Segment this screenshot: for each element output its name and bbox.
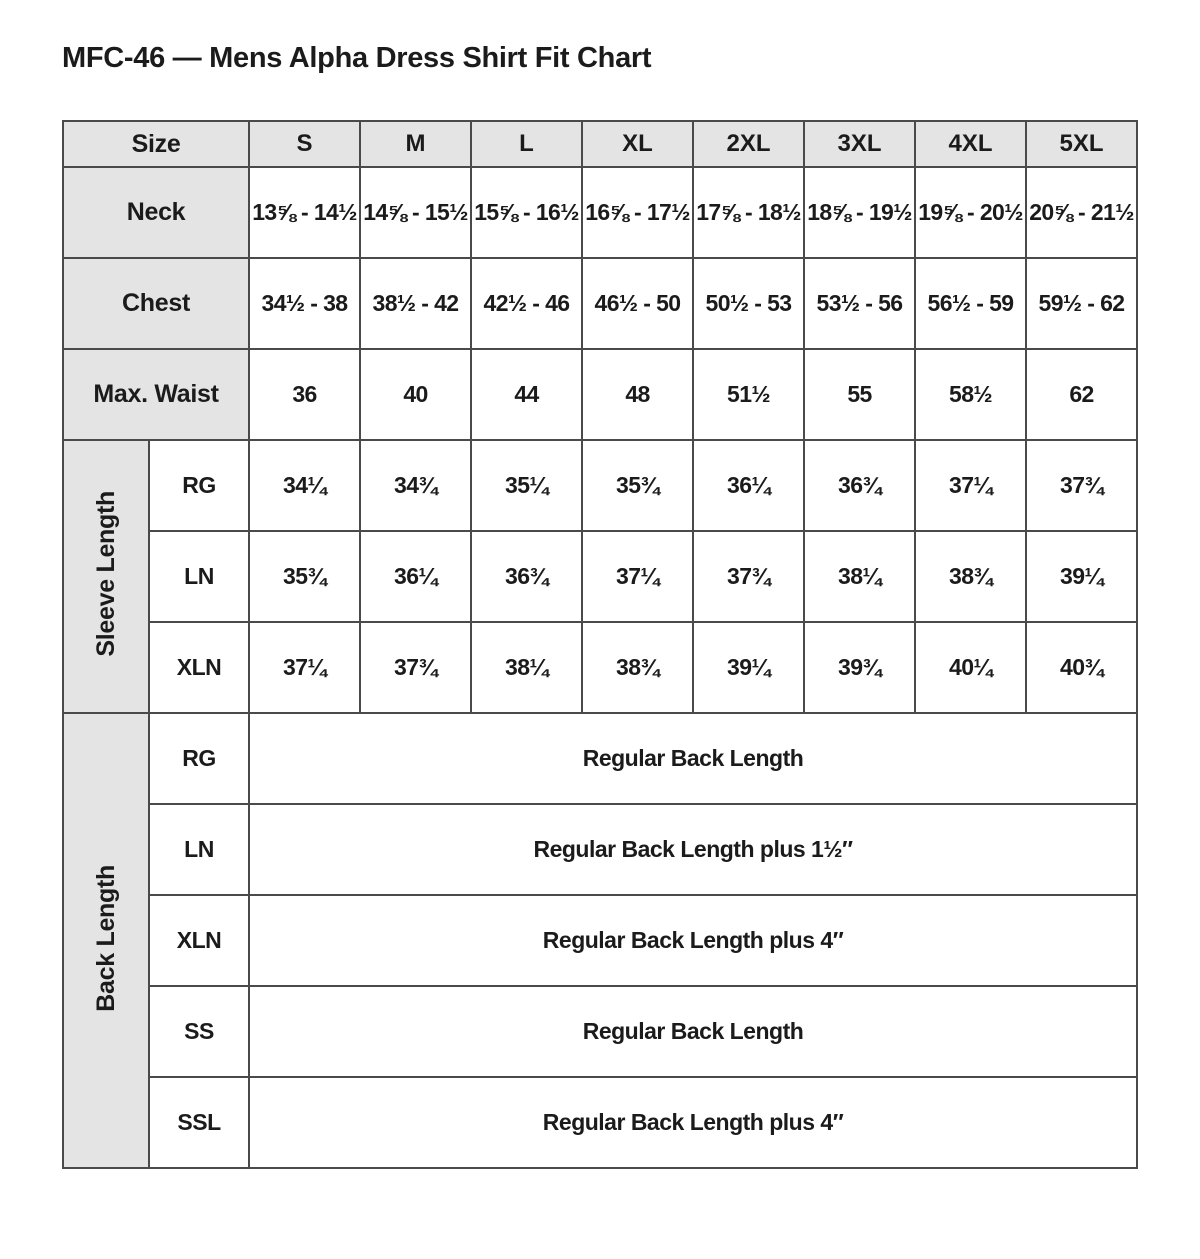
back-ssl-label: SSL (149, 1077, 249, 1168)
value-cell: 14⅝ - 15½ (360, 167, 471, 258)
value-cell: 40 (360, 349, 471, 440)
value-cell: 36 (249, 349, 360, 440)
value-cell: 59½ - 62 (1026, 258, 1137, 349)
neck-label: Neck (63, 167, 249, 258)
back-ln-text: Regular Back Length plus 1½″ (249, 804, 1137, 895)
back-xln-row (63, 895, 1137, 986)
back-xln-text: Regular Back Length plus 4″ (249, 895, 1137, 986)
neck-row (63, 167, 1137, 258)
size-col-header: S (249, 121, 360, 167)
value-cell: 37¾ (360, 622, 471, 713)
value-cell: 51½ (693, 349, 804, 440)
value-cell: 58½ (915, 349, 1026, 440)
size-col-header: XL (582, 121, 693, 167)
value-cell: 36¾ (471, 531, 582, 622)
value-cell: 40¼ (915, 622, 1026, 713)
value-cell: 37¾ (1026, 440, 1137, 531)
chest-label: Chest (63, 258, 249, 349)
back-ssl-row (63, 1077, 1137, 1168)
sleeve-length-label: Sleeve Length (91, 491, 120, 657)
back-ss-text: Regular Back Length (249, 986, 1137, 1077)
value-cell: 62 (1026, 349, 1137, 440)
value-cell: 55 (804, 349, 915, 440)
size-col-header: 5XL (1026, 121, 1137, 167)
value-cell: 34¾ (360, 440, 471, 531)
back-rg-text: Regular Back Length (249, 713, 1137, 804)
chest-row (63, 258, 1137, 349)
max-waist-row (63, 349, 1137, 440)
header-row (63, 121, 1137, 167)
value-cell: 38¾ (915, 531, 1026, 622)
value-cell: 39¼ (693, 622, 804, 713)
value-cell: 35¾ (249, 531, 360, 622)
size-col-header: M (360, 121, 471, 167)
sleeve-rg-row (63, 440, 1137, 531)
size-col-header: 3XL (804, 121, 915, 167)
size-header-cell: Size (63, 121, 249, 167)
value-cell: 34¼ (249, 440, 360, 531)
value-cell: 38½ - 42 (360, 258, 471, 349)
back-xln-label: XLN (149, 895, 249, 986)
back-length-label: Back Length (91, 864, 120, 1012)
value-cell: 42½ - 46 (471, 258, 582, 349)
value-cell: 46½ - 50 (582, 258, 693, 349)
value-cell: 35¼ (471, 440, 582, 531)
sleeve-ln-label: LN (149, 531, 249, 622)
value-cell: 39¼ (1026, 531, 1137, 622)
sleeve-ln-row (63, 531, 1137, 622)
value-cell: 53½ - 56 (804, 258, 915, 349)
back-ss-row (63, 986, 1137, 1077)
value-cell: 38¼ (471, 622, 582, 713)
value-cell: 40¾ (1026, 622, 1137, 713)
value-cell: 16⅝ - 17½ (582, 167, 693, 258)
size-col-header: L (471, 121, 582, 167)
value-cell: 38¼ (804, 531, 915, 622)
sleeve-xln-row (63, 622, 1137, 713)
fit-chart-table (62, 120, 1138, 1169)
back-ss-label: SS (149, 986, 249, 1077)
back-ln-label: LN (149, 804, 249, 895)
value-cell: 37¼ (582, 531, 693, 622)
value-cell: 19⅝ - 20½ (915, 167, 1026, 258)
value-cell: 15⅝ - 16½ (471, 167, 582, 258)
back-rg-label: RG (149, 713, 249, 804)
value-cell: 39¾ (804, 622, 915, 713)
value-cell: 37¼ (915, 440, 1026, 531)
value-cell: 44 (471, 349, 582, 440)
value-cell: 20⅝ - 21½ (1026, 167, 1137, 258)
value-cell: 50½ - 53 (693, 258, 804, 349)
value-cell: 34½ - 38 (249, 258, 360, 349)
back-length-label-cell (63, 713, 149, 1168)
value-cell: 13⅝ - 14½ (249, 167, 360, 258)
value-cell: 18⅝ - 19½ (804, 167, 915, 258)
value-cell: 17⅝ - 18½ (693, 167, 804, 258)
size-col-header: 4XL (915, 121, 1026, 167)
value-cell: 35¾ (582, 440, 693, 531)
value-cell: 37¾ (693, 531, 804, 622)
value-cell: 36¼ (693, 440, 804, 531)
value-cell: 38¾ (582, 622, 693, 713)
page-title: MFC-46 — Mens Alpha Dress Shirt Fit Chart (62, 42, 652, 74)
value-cell: 36¼ (360, 531, 471, 622)
value-cell: 37¼ (249, 622, 360, 713)
value-cell: 36¾ (804, 440, 915, 531)
sleeve-rg-label: RG (149, 440, 249, 531)
size-col-header: 2XL (693, 121, 804, 167)
value-cell: 48 (582, 349, 693, 440)
back-rg-row (63, 713, 1137, 804)
value-cell: 56½ - 59 (915, 258, 1026, 349)
back-ssl-text: Regular Back Length plus 4″ (249, 1077, 1137, 1168)
sleeve-xln-label: XLN (149, 622, 249, 713)
sleeve-length-label-cell (63, 440, 149, 713)
max-waist-label: Max. Waist (63, 349, 249, 440)
back-ln-row (63, 804, 1137, 895)
